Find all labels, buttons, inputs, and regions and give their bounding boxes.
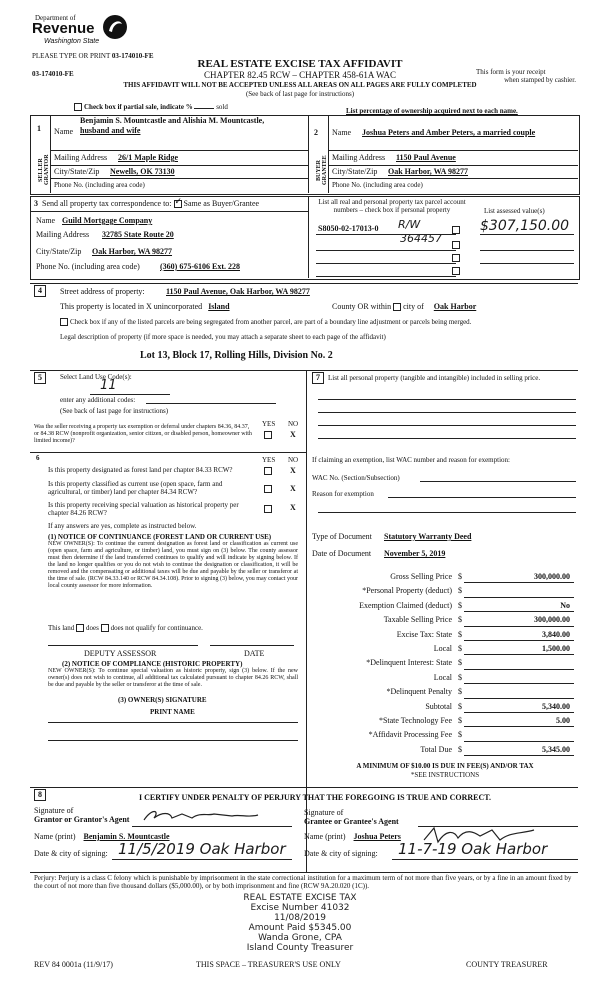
land-use-label: Select Land Use Code(s): [60, 373, 132, 381]
assessed-value: $307,150.00 [480, 218, 570, 234]
s6-no: NO [288, 456, 299, 464]
assessed-header: List assessed value(s) [484, 207, 545, 215]
tax-row [312, 642, 578, 656]
current-use-yes-checkbox[interactable] [264, 485, 272, 493]
tax-value: 3,840.00 [542, 629, 570, 639]
tax-label: Total Due [420, 744, 452, 754]
land-use-code: 11 [100, 378, 117, 393]
tax-value: 300,000.00 [534, 572, 570, 581]
section6-num: 6 [36, 454, 40, 462]
historic-no-answer: X [290, 503, 296, 512]
mail-phone: (360) 675-6106 Ext. 228 [160, 262, 240, 271]
mail-city: Oak Harbor, WA 98277 [92, 247, 173, 256]
does-not-checkbox[interactable] [101, 624, 109, 632]
within-city-checkbox[interactable] [393, 303, 401, 311]
street-label: Street address of property: [60, 287, 145, 296]
tax-currency: $ [458, 629, 462, 639]
tax-value: 1,500.00 [542, 644, 570, 653]
grantor-name-row: Name (print) Benjamin S. Mountcastle [34, 832, 170, 841]
tax-row [312, 570, 578, 584]
print-note: PLEASE TYPE OR PRINT 03-174010-FE [32, 52, 154, 60]
personal-property-label: List all personal property (tangible and intangible) included in selling price. [328, 374, 541, 382]
certify-statement: I CERTIFY UNDER PENALTY OF PERJURY THAT THE FOREGOING IS TRUE AND CORRECT. [138, 793, 491, 802]
seller-mailing: 26/1 Maple Ridge [118, 153, 178, 162]
doc-type: Statutory Warranty Deed [384, 532, 472, 541]
s5-yes: YES [262, 420, 276, 428]
section4-num: 4 [34, 285, 46, 297]
parcel-hand-note-2: 364457 [400, 232, 442, 245]
notice2-text: NEW OWNER(S): To continue special valuation as historic property, sign (3) below. If the new owner(s) does not wish to continue, all additional tax calculated pursuant to chapter 84.26 RCW, shall be due and payable by the seller or transferor at the time of sale. [48, 668, 298, 688]
segregated-checkbox[interactable] [60, 318, 68, 326]
seller-city: Newells, OK 73130 [110, 167, 175, 176]
tax-currency: $ [458, 716, 462, 725]
logo-line2: Revenue [32, 20, 95, 37]
tax-row [312, 628, 578, 642]
tax-row [312, 599, 578, 613]
mail-city-label: City/State/Zip [36, 247, 82, 256]
tax-label: Local [433, 644, 452, 653]
tax-label: Gross Selling Price [390, 572, 452, 581]
tax-value: 5,340.00 [542, 701, 570, 711]
buyer-name-label: Name [332, 128, 352, 137]
tax-row [312, 685, 578, 699]
forest-yes-checkbox[interactable] [264, 467, 272, 475]
form-warning: THIS AFFIDAVIT WILL NOT BE ACCEPTED UNLESS ALL AREAS ON ALL PAGES ARE FULLY COMPLETED [123, 81, 477, 89]
located-row: This property is located in X unincorporated Island [60, 302, 230, 311]
street-address: 1150 Paul Avenue, Oak Harbor, WA 98277 [166, 287, 310, 296]
buyer-side-label: BUYER GRANTEE [316, 155, 328, 185]
perjury-note: Perjury: Perjury is a class C felony which is punishable by imprisonment in the state correctional institution for a maximum term of not more than five years, or by a fine in an amount fixed by the court of not more than five thousand dollars ($5,000.00), or by both imprisonment and fine (RCW 9A.20.020 (1C)). [34, 874, 572, 890]
tax-label: Subtotal [425, 701, 452, 711]
buyer-city-label: City/State/Zip [332, 167, 378, 176]
receipt-note: This form is your receipt when stamped by cashier. [476, 68, 576, 84]
tax-value: 5,345.00 [542, 744, 570, 754]
see-back-note: (See back of last page for instructions) [60, 407, 169, 415]
handwritten-id: 03-174010-FE [32, 70, 74, 78]
forest-question: Is this property designated as forest land per chapter 84.33 RCW? [48, 466, 233, 474]
section3-send-row: 3 Send all property tax correspondence to: ✓ Same as Buyer/Grantee [34, 196, 260, 208]
minimum-note: A MINIMUM OF $10.00 IS DUE IN FEE(S) AND/OR TAX [356, 762, 534, 770]
grantee-sig-label: Signature of Grantee or Grantee's Agent [304, 808, 399, 826]
tax-currency: $ [458, 687, 462, 697]
same-as-buyer-checkbox[interactable]: ✓ [174, 196, 183, 207]
tax-table [312, 570, 578, 760]
instructions-note: (See back of last page for instructions) [245, 90, 355, 98]
doc-type-label: Type of Document [312, 532, 372, 541]
print-name-label: PRINT NAME [150, 708, 195, 716]
grantor-date-city: 11/5/2019 Oak Harbor [118, 840, 286, 858]
tax-currency: $ [458, 658, 462, 668]
form-id: REV 84 0001a (11/9/17) [34, 960, 113, 969]
section8-num: 8 [34, 789, 46, 801]
tax-label: *Affidavit Processing Fee [368, 730, 452, 740]
mail-address-label: Mailing Address [36, 230, 90, 239]
mail-name-label: Name [36, 216, 56, 225]
parcel-header: List all real and personal property tax parcel account numbers – check box if personal property [318, 198, 466, 214]
seller-city-label: City/State/Zip [54, 167, 100, 176]
s5-yes-checkbox[interactable] [264, 431, 272, 439]
buyer-city: Oak Harbor, WA 98277 [388, 167, 469, 176]
tax-row [312, 613, 578, 627]
logo-line3: Washington State [44, 38, 100, 45]
seller-phone-label: Phone No. (including area code) [54, 181, 145, 189]
additional-codes-label: enter any additional codes: [60, 396, 136, 404]
buyer-phone-label: Phone No. (including area code) [332, 181, 423, 189]
parcel3-personal-checkbox[interactable] [452, 254, 460, 262]
mail-phone-label: Phone No. (including area code) [36, 262, 140, 271]
doc-date: November 5, 2019 [384, 549, 446, 558]
legal-description: Lot 13, Block 17, Rolling Hills, Division No. 2 [140, 350, 333, 361]
county-treasurer: COUNTY TREASURER [466, 960, 548, 969]
deputy-date-label: DATE [244, 649, 265, 658]
tax-label: Exemption Claimed (deduct) [359, 600, 452, 610]
exemption-question: Was the seller receiving a property tax exemption or deferral under chapters 84.36, 84.37, or 84.38 RCW (nonprofit organization, senior citizen, or disabled person, homeowner with limited income)? [34, 424, 252, 444]
partial-sale-row: Check box if partial sale, indicate % sold [74, 103, 228, 111]
mail-name: Guild Mortgage Company [62, 216, 153, 225]
tax-currency: $ [458, 701, 462, 711]
section7-num: 7 [312, 372, 324, 384]
legal-label: Legal description of property (if more space is needed, you may attach a separate sheet to each page of the affidavit) [60, 333, 386, 341]
tax-label: *Delinquent Interest: State [366, 658, 452, 668]
tax-value: 300,000.00 [534, 615, 570, 625]
tax-label: Local [433, 672, 452, 682]
wac-label: WAC No. (Section/Subsection) [312, 474, 400, 482]
grantee-date-city: 11-7-19 Oak Harbor [398, 840, 548, 858]
section1-num: 1 [37, 124, 41, 133]
tax-currency: $ [458, 600, 462, 610]
any-yes-note: If any answers are yes, complete as instructed below. [48, 522, 197, 530]
parcel4-personal-checkbox[interactable] [452, 267, 460, 275]
forest-no-answer: X [290, 466, 296, 475]
mail-address: 32785 State Route 20 [102, 230, 174, 239]
tax-currency: $ [458, 744, 462, 754]
historic-yes-checkbox[interactable] [264, 505, 272, 513]
current-use-question: Is this property classified as current use (open space, farm and agricultural, or timber) land per chapter 84.34 RCW? [48, 480, 223, 496]
does-checkbox[interactable] [76, 624, 84, 632]
partial-sale-checkbox[interactable] [74, 103, 82, 111]
buyer-mailing: 1150 Paul Avenue [396, 153, 456, 162]
parcel2-personal-checkbox[interactable] [452, 241, 460, 249]
doc-date-label: Date of Document [312, 549, 372, 558]
grantor-sig-label: Signature of Grantor or Grantor's Agent [34, 806, 130, 824]
current-use-no-answer: X [290, 484, 296, 493]
tax-currency: $ [458, 644, 462, 653]
tax-label: Excise Tax: State [396, 629, 452, 639]
tax-value: 5.00 [556, 716, 570, 725]
tax-label: *Delinquent Penalty [386, 687, 452, 697]
tax-label: *Personal Property (deduct) [362, 586, 452, 596]
owner-signature-label: (3) OWNER(S) SIGNATURE [118, 696, 207, 704]
tax-currency: $ [458, 672, 462, 682]
tax-label: Taxable Selling Price [383, 615, 452, 625]
treasurer-stamp: REAL ESTATE EXCISE TAX Excise Number 41032 11/08/2019 Amount Paid $5345.00 Wanda Grone, CPA Island County Treasurer [243, 893, 357, 953]
tax-currency: $ [458, 615, 462, 625]
tax-row [312, 584, 578, 598]
tax-currency: $ [458, 730, 462, 740]
tax-row [312, 656, 578, 670]
section2-num: 2 [314, 128, 318, 137]
tax-currency: $ [458, 586, 462, 596]
exemption-claim-label: If claiming an exemption, list WAC number and reason for exemption: [312, 456, 510, 464]
buyer-mailing-label: Mailing Address [332, 153, 386, 162]
parcel-hand-note: R/W [398, 218, 421, 231]
section5-num: 5 [34, 372, 46, 384]
seller-name-line1: Benjamin S. Mountcastle and Alishia M. Mountcastle, [80, 116, 265, 125]
s6-yes: YES [262, 456, 276, 464]
seller-name-line2: husband and wife [80, 126, 141, 135]
grantee-date-city-label: Date & city of signing: [304, 849, 378, 858]
segregated-row: Check box if any of the listed parcels are being segregated from another parcel, are part of a boundary line adjustment or parcels being merged. [60, 318, 570, 326]
historic-question: Is this property receiving special valuation as historical property per chapter 84.26 RCW? [48, 501, 239, 517]
form-subtitle: CHAPTER 82.45 RCW – CHAPTER 458-61A WAC [204, 70, 396, 80]
s5-no: NO [288, 420, 299, 428]
reason-label: Reason for exemption [312, 490, 374, 498]
tax-currency: $ [458, 572, 462, 581]
parcel-number-1: S8050-02-17013-0 [318, 224, 379, 233]
tax-value: No [560, 600, 570, 610]
grantor-date-city-label: Date & city of signing: [34, 849, 108, 858]
s5-no-answer: X [290, 430, 296, 439]
tax-row [312, 728, 578, 742]
logo-emblem-icon [102, 14, 128, 40]
see-instructions: *SEE INSTRUCTIONS [410, 771, 480, 779]
treasurer-use: THIS SPACE – TREASURER'S USE ONLY [196, 960, 341, 969]
tax-label: *State Technology Fee [378, 716, 452, 725]
deputy-assessor-label: DEPUTY ASSESSOR [84, 649, 157, 658]
grantor-signature [142, 806, 262, 826]
tax-row [312, 714, 578, 728]
tax-row [312, 743, 578, 757]
land-qualify-row: This land does does not qualify for continuance. [48, 624, 203, 632]
seller-name-label: Name [54, 127, 74, 136]
grantee-name-row: Name (print) Joshua Peters [304, 832, 401, 841]
logo-line1: Department of [35, 14, 76, 22]
parcel1-personal-checkbox[interactable] [452, 226, 460, 234]
notice1-title: (1) NOTICE OF CONTINUANCE (FOREST LAND OR CURRENT USE) [48, 533, 272, 541]
notice2-title: (2) NOTICE OF COMPLIANCE (HISTORIC PROPERTY) [62, 660, 243, 668]
notice1-text: NEW OWNER(S): To continue the current designation as forest land or classification as current use (open space, farm and agriculture, or timber) land, you must sign on (3) below. The county assessor must then determine if the land transferred continues to qualify and will indicate by signing below. If the land no longer qualifies or you do not wish to continue the designation or classification, it will be removed and the compensating or additional taxes will be due and payable by the seller or transferor at the time of sale. (RCW 84.33.140 or RCW 84.34.108). Prior to signing (3) below, you may contact your local county assessor for more information. [48, 541, 298, 589]
county-row: County OR within city of Oak Harbor [332, 302, 477, 311]
form-title: REAL ESTATE EXCISE TAX AFFIDAVIT [197, 58, 403, 70]
seller-side-label: SELLER GRANTOR [38, 154, 50, 186]
tax-row [312, 700, 578, 714]
seller-mailing-label: Mailing Address [54, 153, 108, 162]
ownership-note: List percentage of ownership acquired next to each name. [346, 107, 518, 115]
buyer-name: Joshua Peters and Amber Peters, a married couple [362, 128, 536, 137]
tax-row [312, 671, 578, 685]
dor-logo [30, 14, 140, 50]
